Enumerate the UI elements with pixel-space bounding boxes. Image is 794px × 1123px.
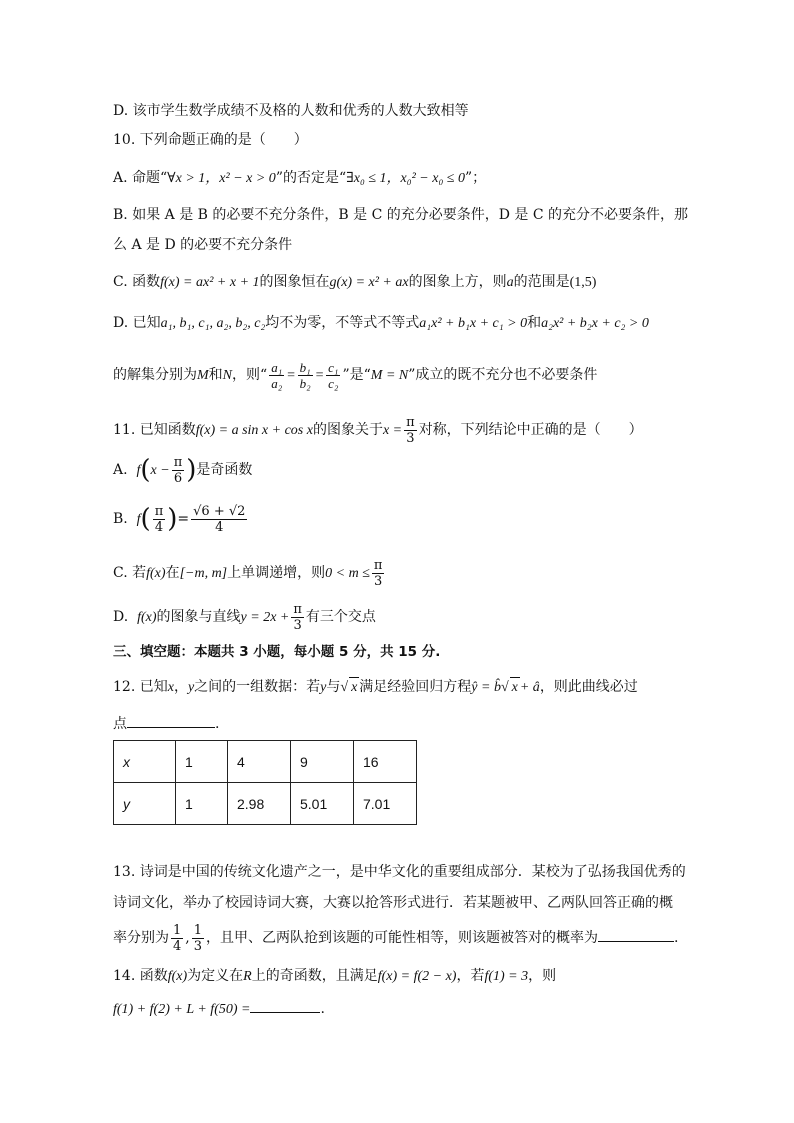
denominator: a₂: [271, 375, 283, 391]
text: 点: [113, 716, 127, 732]
text: 和: [208, 367, 223, 383]
section-heading: 三、填空题：本题共 3 小题，每小题 5 分，共 15 分.: [113, 644, 441, 660]
text: 之间的一组数据：若: [194, 679, 321, 695]
option-label: B.: [113, 511, 128, 527]
q11-option-b: B. f( $\frac{\pi}{4}$ )= $\frac{√6 + √2}{4}$: [113, 503, 246, 535]
math: ∃x₀ ≤ 1，x₀² − x₀ ≤ 0: [346, 171, 465, 186]
math: a: [506, 275, 514, 290]
math: x: [167, 680, 174, 695]
math: =: [177, 511, 190, 527]
table-cell: x: [114, 741, 176, 783]
fraction: [171, 923, 183, 954]
table-row: [114, 741, 417, 783]
math: [−m, m]: [179, 566, 228, 581]
denominator: c₂: [328, 375, 339, 391]
numerator: a₁: [271, 359, 283, 375]
math: f(x): [167, 969, 188, 984]
text: D. 已知: [113, 315, 161, 331]
denominator: 4: [215, 519, 224, 535]
table-cell: 4: [228, 741, 291, 783]
option-text: D. 该市学生数学成绩不及格的人数和优秀的人数大致相等: [113, 103, 469, 119]
text: ，则: [528, 968, 557, 984]
math: ŷ = b̂: [471, 680, 501, 695]
math: f(x) = a sin x + cos x: [195, 423, 313, 438]
text: .: [320, 1001, 325, 1017]
q10-stem: [113, 130, 308, 150]
q10-option-c: [113, 272, 596, 293]
denominator: 3: [374, 573, 383, 589]
text: ,: [185, 930, 190, 946]
math: x: [349, 677, 359, 698]
text: 的范围是: [513, 274, 570, 290]
q11-option-c: [113, 553, 386, 594]
math: M = N: [370, 368, 409, 383]
text: .: [215, 716, 220, 732]
math: (1,5): [569, 275, 597, 290]
math: f(1) + f(2) + L + f(50) =: [113, 1002, 251, 1017]
math: f(x) = ax² + x + 1: [160, 275, 260, 290]
q10-option-d-line2: 的解集分别为M和N，则“ $\frac{\text{a₁}}{\text{a₂}}$ = $\frac{\text{b₁}}{\text{b₂}}$ = $\frac{\text{c₁}}{\text{c₂}}$ ”是“M = N”成立的既不充分也不必要条件: [113, 359, 598, 391]
text: 的图象关于: [312, 422, 383, 438]
text: C. 若: [113, 565, 147, 581]
denominator: 3: [193, 938, 203, 954]
text: ”是“: [342, 367, 371, 383]
q12-stem: 12. 已知x，y之间的一组数据：若y与√ x 满足经验回归方程ŷ = b̂√ x + â，则此曲线必过: [113, 677, 638, 698]
text: 与: [326, 679, 341, 695]
math: f(1) = 3: [484, 969, 529, 984]
math: y: [320, 680, 327, 695]
fraction: [269, 360, 284, 391]
text: A. 命题“: [113, 170, 168, 186]
text: 在: [165, 565, 180, 581]
denominator: 3: [293, 617, 302, 633]
numerator: π: [406, 414, 415, 430]
math: M: [197, 368, 209, 383]
answer-blank[interactable]: [250, 998, 320, 1013]
numerator: π: [154, 503, 164, 519]
math: f(x): [146, 566, 166, 581]
fraction: [298, 360, 313, 391]
math: ∀x > 1，x² − x > 0: [167, 171, 276, 186]
denominator: 4: [154, 519, 164, 535]
q12-line2: [113, 713, 219, 734]
math: 0 < m ≤: [325, 566, 370, 581]
text: 上单调递增，则: [227, 565, 326, 581]
math: N: [222, 368, 233, 383]
math: x: [510, 677, 520, 698]
fraction: [172, 455, 185, 486]
table-cell: 16: [354, 741, 417, 783]
text: ，且甲、乙两队抢到该题的可能性相等，则该题被答对的概率为: [206, 930, 599, 946]
denominator: 4: [173, 938, 182, 954]
text: 和: [527, 315, 542, 331]
fraction: [192, 923, 204, 954]
q14-line1: [113, 966, 556, 987]
q11-stem: [113, 412, 643, 449]
question-stem: 10. 下列命题正确的是（ ）: [113, 132, 308, 148]
q14-line2: [113, 998, 325, 1020]
option-text: B. 如果 A 是 B 的必要不充分条件，B 是 C 的充分必要条件，D 是 C 的充分不必要条件，那: [113, 207, 689, 223]
text: ，则此曲线必过: [539, 679, 638, 695]
math: x −: [150, 463, 170, 478]
table-row: [114, 783, 417, 825]
text: 是奇函数: [196, 462, 253, 478]
q13-line3: [113, 918, 678, 958]
text: ”成立的既不充分也不必要条件: [408, 367, 598, 383]
table-cell: 9: [291, 741, 354, 783]
option-label: D.: [113, 609, 129, 625]
denominator: b₂: [299, 375, 311, 391]
text: 诗词文化，举办了校园诗词大赛，大赛以抢答形式进行．若某题被甲、乙两队回答正确的概: [113, 895, 673, 911]
text: ，: [173, 679, 188, 695]
math: a₂x² + b₂x + c₂ > 0: [541, 316, 649, 331]
math: a₁x² + b₁x + c₁ > 0: [419, 316, 528, 331]
math: f: [136, 463, 141, 478]
math: f: [136, 512, 141, 527]
numerator: 1: [173, 922, 182, 938]
numerator: √6 + √2: [193, 503, 246, 519]
table-cell: 2.98: [228, 783, 291, 825]
q13-line2: [113, 893, 673, 913]
q11-option-a: A. f(x − $\frac{\pi}{6}$ )是奇函数: [113, 454, 253, 486]
text: 均不为零，不等式不等式: [265, 315, 420, 331]
numerator: π: [373, 557, 383, 573]
fraction: [191, 504, 247, 535]
text: 的图象恒在: [259, 274, 330, 290]
table-cell: 5.01: [291, 783, 354, 825]
math: f(x): [137, 610, 157, 625]
table-cell: y: [114, 783, 176, 825]
option-text: 么 A 是 D 的必要不充分条件: [113, 237, 293, 253]
numerator: π: [293, 601, 302, 617]
answer-blank[interactable]: [598, 927, 674, 942]
text: ”的否定是“: [275, 170, 347, 186]
math: y = 2x +: [240, 610, 290, 625]
math: R: [243, 969, 252, 984]
text: .: [674, 930, 679, 946]
text: ，则“: [232, 367, 268, 383]
q11-option-d: [113, 597, 376, 638]
text: 的图象上方，则: [408, 274, 507, 290]
answer-blank[interactable]: [127, 713, 215, 728]
q10-option-d-line1: [113, 313, 649, 334]
fraction: [291, 602, 304, 633]
text: 11. 已知函数: [113, 422, 196, 438]
table-cell: 7.01: [354, 783, 417, 825]
math: g(x) = x² + ax: [329, 275, 409, 290]
q10-option-a: [113, 168, 486, 189]
text: 满足经验回归方程: [359, 679, 472, 695]
math: f(x) = f(2 − x): [377, 969, 457, 984]
fraction: [404, 415, 417, 446]
denominator: 6: [173, 470, 183, 486]
text: 上的奇函数，且满足: [251, 968, 378, 984]
text: 率分别为: [113, 930, 169, 946]
math: x =: [382, 423, 403, 438]
text: 12. 已知: [113, 679, 168, 695]
math: y: [187, 680, 195, 695]
numerator: 1: [193, 922, 203, 938]
option-label: A.: [113, 462, 128, 478]
q10-option-b-line2: [113, 235, 292, 255]
table-cell: 1: [176, 741, 228, 783]
text: 有三个交点: [305, 609, 376, 625]
fraction: [372, 558, 385, 589]
text: 14. 函数: [113, 968, 168, 984]
fraction: [153, 504, 166, 535]
text: C. 函数: [113, 274, 161, 290]
numerator: c₁: [328, 359, 339, 375]
q9-option-d: [113, 101, 469, 121]
text: 13. 诗词是中国的传统文化遗产之一，是中华文化的重要组成部分．某校为了弘扬我国优秀的: [113, 864, 686, 880]
text: 为定义在: [187, 968, 244, 984]
math: + â: [519, 680, 540, 695]
text: ，若: [456, 968, 485, 984]
text: 对称，下列结论中正确的是（ ）: [418, 422, 643, 438]
section-title: [113, 642, 440, 662]
numerator: π: [173, 454, 183, 470]
q10-option-b-line1: [113, 205, 688, 225]
text: ”；: [465, 170, 487, 186]
fraction: [326, 360, 340, 391]
math: a₁, b₁, c₁, a₂, b₂, c₂: [160, 316, 266, 331]
data-table: [113, 740, 417, 825]
numerator: b₁: [299, 359, 311, 375]
text: 的图象与直线: [156, 609, 241, 625]
denominator: 3: [406, 430, 415, 446]
text: 的解集分别为: [113, 367, 197, 383]
table-cell: 1: [176, 783, 228, 825]
q13-line1: [113, 862, 686, 882]
